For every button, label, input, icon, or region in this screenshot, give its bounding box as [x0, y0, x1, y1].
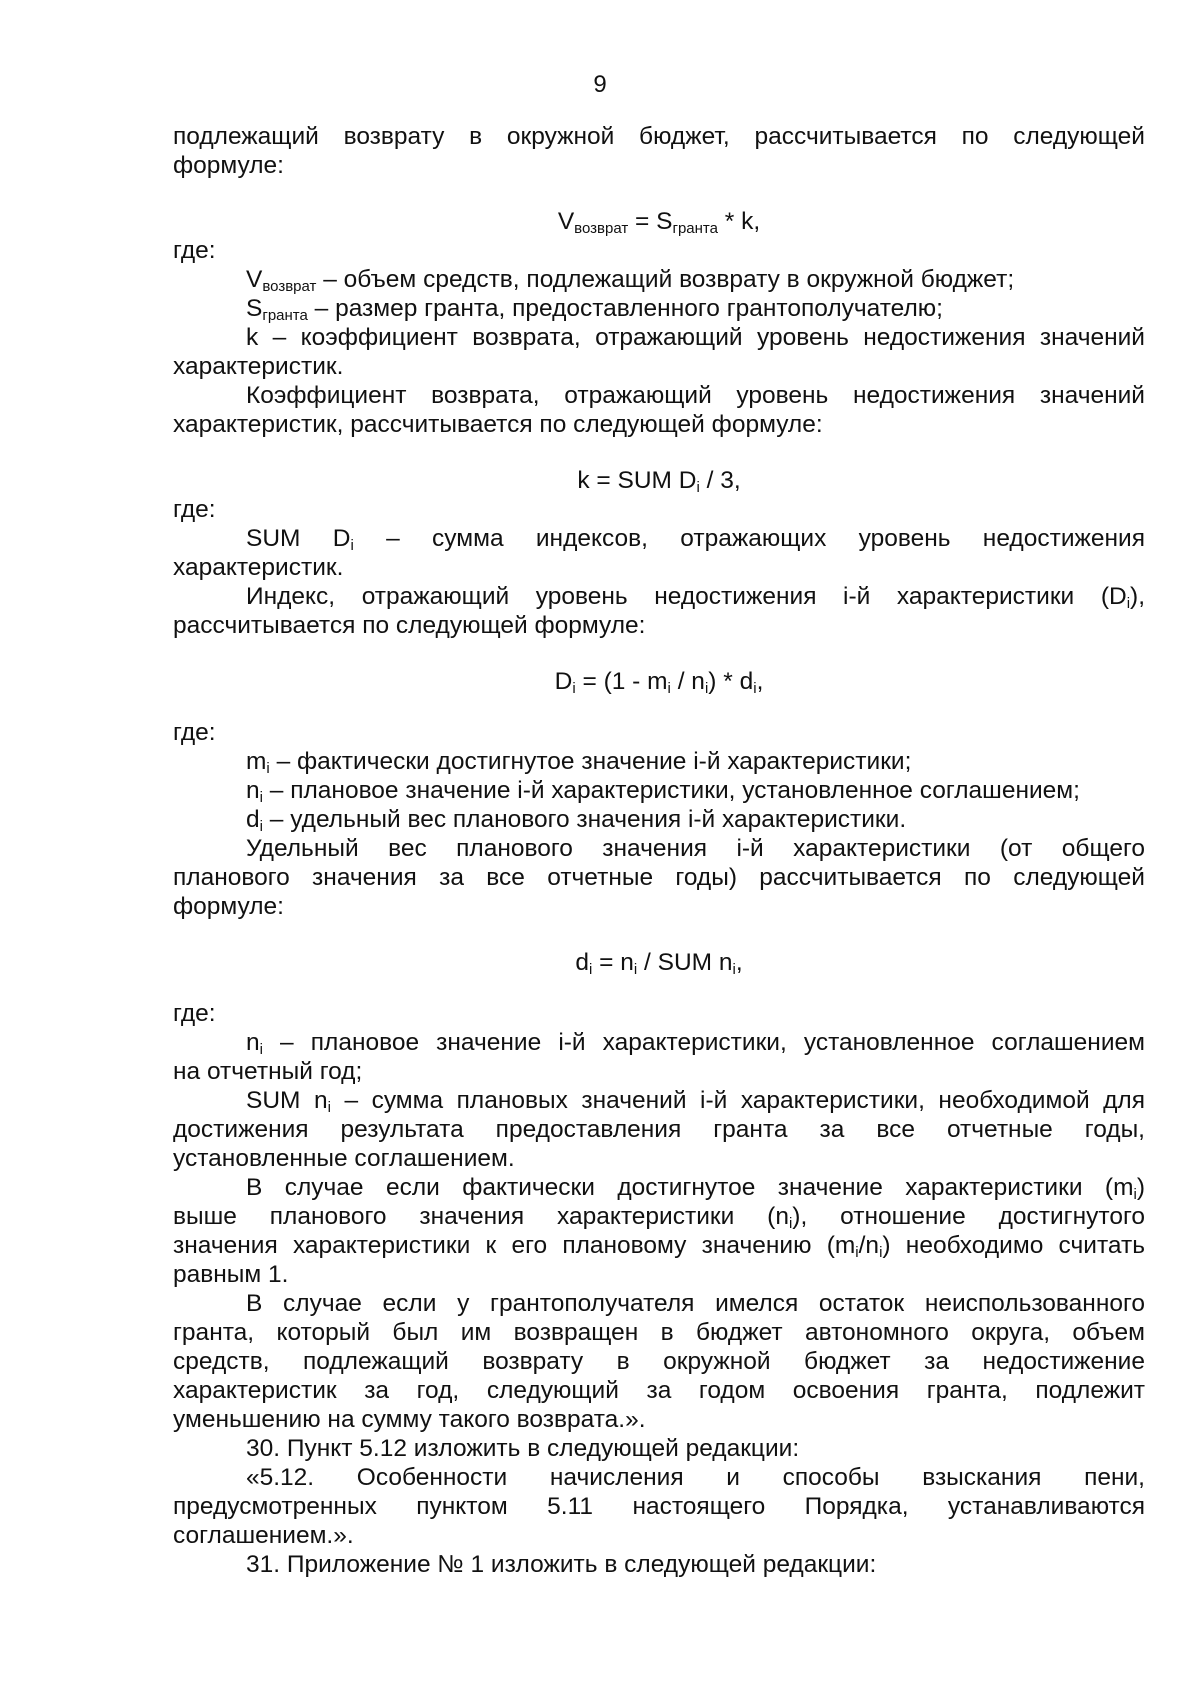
- paragraph-line: соглашением.».: [173, 1522, 354, 1549]
- where-label: где:: [173, 237, 216, 264]
- paragraph-line: «5.12. Особенности начисления и способы взыскания пени,: [246, 1464, 1145, 1491]
- document-body: [173, 122, 1145, 1579]
- paragraph-line: Индекс, отражающий уровень недостижения i-й характеристики $(D_i)$,: [246, 583, 1145, 611]
- paragraph-line: выше планового значения характеристики $(n_i)$, отношение достигнутого: [173, 1203, 1145, 1231]
- where-label: где:: [173, 1000, 216, 1027]
- paragraph-line: Коэффициент возврата, отражающий уровень недостижения значений: [246, 382, 1145, 409]
- paragraph-line: подлежащий возврату в окружной бюджет, рассчитывается по следующей: [173, 123, 1145, 150]
- definition-line: $m_i$ – фактически достигнутое значение i-й характеристики;: [246, 748, 912, 776]
- paragraph-line: формуле:: [173, 152, 284, 179]
- definition-line: $n_i$ – плановое значение i-й характеристики, установленное соглашением;: [246, 777, 1080, 805]
- paragraph-line: формуле:: [173, 893, 284, 920]
- definition-line: k – коэффициент возврата, отражающий уровень недостижения значений: [246, 324, 1145, 351]
- formula-index: $D_i = (1 - m_i / n_i) * d_i$,: [554, 668, 764, 696]
- definition-line: $V_{возврат}$ – объем средств, подлежащий возврату в окружной бюджет;: [246, 266, 1015, 294]
- paragraph-line: предусмотренных пунктом 5.11 настоящего Порядка, устанавливаются: [173, 1493, 1145, 1520]
- definition-line: SUM $n_i$ – сумма плановых значений i-й характеристики, необходимой для: [246, 1087, 1145, 1115]
- definition-line: $n_i$ – плановое значение i-й характеристики, установленное соглашением: [246, 1029, 1145, 1057]
- formula-volume: $V_{возврат} = S_{гранта} * k$,: [557, 208, 761, 236]
- definition-line: характеристик.: [173, 353, 344, 380]
- paragraph-line: равным 1.: [173, 1261, 289, 1288]
- paragraph-line: В случае если у грантополучателя имелся остаток неиспользованного: [246, 1290, 1145, 1317]
- paragraph-line: средств, подлежащий возврату в окружной бюджет за недостижение: [173, 1348, 1145, 1375]
- paragraph-line: значения характеристики к его плановому значению $(m_i/n_i)$ необходимо считать: [173, 1232, 1145, 1260]
- definition-line: SUM $D_i$ – сумма индексов, отражающих уровень недостижения: [246, 525, 1145, 553]
- where-label: где:: [173, 496, 216, 523]
- paragraph-line: рассчитывается по следующей формуле:: [173, 612, 646, 639]
- paragraph-line: уменьшению на сумму такого возврата.».: [173, 1406, 646, 1433]
- paragraph-line: 31. Приложение № 1 изложить в следующей редакции:: [246, 1551, 877, 1578]
- paragraph-line: гранта, который был им возвращен в бюджет автономного округа, объем: [173, 1319, 1145, 1346]
- where-label: где:: [173, 719, 216, 746]
- paragraph-line: 30. Пункт 5.12 изложить в следующей редакции:: [246, 1435, 800, 1462]
- definition-line: на отчетный год;: [173, 1058, 363, 1085]
- paragraph-line: В случае если фактически достигнутое значение характеристики $(m_i)$: [246, 1174, 1145, 1202]
- definition-line: $d_i$ – удельный вес планового значения i-й характеристики.: [246, 806, 907, 834]
- definition-line: достижения результата предоставления гранта за все отчетные годы,: [173, 1116, 1145, 1143]
- paragraph-line: характеристик за год, следующий за годом освоения гранта, подлежит: [173, 1377, 1145, 1404]
- formula-coefficient: k = SUM $D_i / 3$,: [577, 467, 741, 495]
- definition-line: установленные соглашением.: [173, 1145, 515, 1172]
- formula-weight: $d_i = n_i$ / SUM $n_i$,: [575, 949, 743, 977]
- definition-line: $S_{гранта}$ – размер гранта, предоставленного грантополучателю;: [246, 295, 943, 323]
- paragraph-line: планового значения за все отчетные годы) рассчитывается по следующей: [173, 864, 1145, 891]
- definition-line: характеристик.: [173, 554, 344, 581]
- paragraph-line: Удельный вес планового значения i-й характеристики (от общего: [246, 835, 1145, 862]
- page-number: 9: [593, 71, 607, 98]
- paragraph-line: характеристик, рассчитывается по следующей формуле:: [173, 411, 823, 438]
